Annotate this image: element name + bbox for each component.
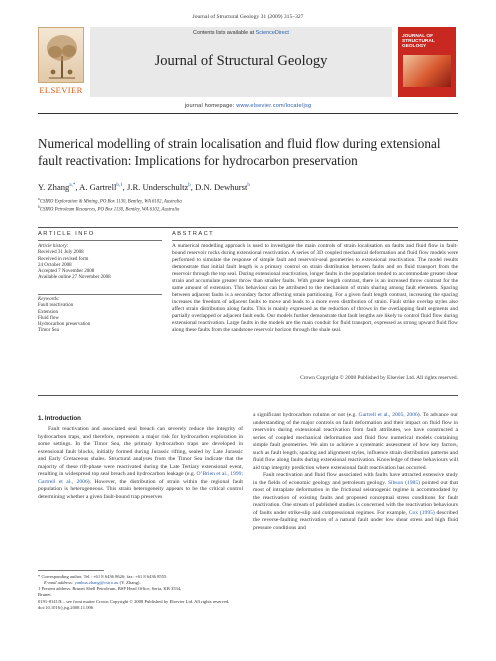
author-separator: , [190, 182, 196, 192]
email-link[interactable]: yanhua.zhang@csiro.au [74, 580, 119, 585]
keyword-item[interactable]: Hydrocarbon preservation [38, 322, 91, 328]
abstract-heading: ABSTRACT [172, 231, 215, 237]
info-top-rule [38, 227, 458, 228]
affiliation-text: CSIRO Exploration & Mining, PO Box 1130, Bentley, WA 6102, Australia [39, 199, 182, 205]
affiliation-text: CSIRO Petroleum Resources, PO Box 1130, Bentley, WA 6102, Australia [39, 207, 180, 213]
article-info-heading: ARTICLE INFO [38, 231, 95, 237]
present-address-note-cont: Brunei. [38, 592, 52, 597]
author-name[interactable]: A. Gartrell [79, 182, 117, 192]
email-suffix: (Y. Zhang). [118, 580, 141, 585]
article-info-rule [38, 240, 162, 241]
keyword-item[interactable]: Timor Sea [38, 328, 59, 334]
history-item: 24 October 2008 [38, 262, 72, 268]
elsevier-logo[interactable] [38, 27, 84, 97]
cover-image [403, 55, 451, 87]
history-item: Available online 27 November 2008 [38, 275, 111, 281]
article-history-label: Article history: [38, 244, 69, 249]
author-marks[interactable]: a,* [69, 183, 76, 189]
author-marks[interactable]: b [247, 183, 250, 189]
author-name[interactable]: Y. Zhang [38, 182, 70, 192]
journal-title-box [90, 27, 392, 97]
email-label: E-mail address: [44, 580, 75, 585]
journal-masthead [38, 27, 458, 110]
author-separator: , [75, 182, 80, 192]
elsevier-wordmark: ELSEVIER [39, 85, 83, 95]
homepage-prefix: journal homepage: [184, 103, 237, 109]
keyword-item[interactable]: Fluid flow [38, 315, 59, 321]
author-name[interactable]: J.R. Underschultz [126, 182, 189, 192]
affiliation-mark: a [38, 197, 40, 201]
author-list [38, 182, 458, 192]
article-title-line-2: fault reactivation: Implications for hydrocarbon preservation [38, 153, 358, 168]
introduction-heading: 1. Introduction [38, 415, 81, 422]
journal-homepage-line [38, 103, 458, 109]
introduction-right-column: a significant hydrocarbon column or not (e.g. Gartrell et al., 2005, 2006). To advance our understanding of the major controls on fault deformation and their impact on fluid flow in reservoirs during extensional reactivation from fault attributes, we have constructed a series of coupled mechanical deformation and fluid flow numerical models containing simple fault geometries. We aim to achieve a systematic assessment of how key factors, such as fault length, spacing and alignment styles, influence strain distribution patterns and fluid flow along faults during extensional reactivation. Knowledge of these behaviours will aid trap integrity prediction where extensional fault reactivation has occurred. Fault reactivation and fluid flow associated with faults have attracted extensive study in the fields of economic geology and petroleum geology. Sibson (1985) pointed out that most of intraplate deformation in the frictional seismogenic regime is accommodated by the reactivation of existing faults and proposed conceptual stress conditions for fault reactivation. One stream of published studies is concerned with the reactivation behaviours of faults under strike-slip and compressional regimes. For example, Cox (1995) described the reverse-faulting reactivation of a natural fault under low shear stress and high fluid pressure conditions and [253, 412, 458, 531]
homepage-url-link[interactable]: www.elsevier.com/locate/jsg [236, 103, 312, 109]
history-item: Received 31 July 2008 [38, 250, 84, 256]
keywords-label: Keywords: [38, 297, 60, 302]
masthead-divider [38, 113, 458, 114]
present-address-note: 1 Present address: Brunei Shell Petroleum, BSP Head Office, Seria, KB 3534, [38, 586, 182, 591]
author-name[interactable]: D.N. Dewhurst [195, 182, 248, 192]
cover-title: JOURNAL OF STRUCTURAL GEOLOGY [402, 34, 435, 50]
elsevier-tree-icon [38, 27, 84, 83]
abstract-text: A numerical modelling approach is used to investigate the main controls of strain localisation on faults and fluid flow in fault-bound reservoir rocks during extensional reactivation. A series of 3D coupled mechanical deformation and fluid flow models were performed to simulate the response of simple fault and reservoir-seal geometries to extensional reactivation. The model results demonstrate that initial fault length is a primary control on strain distribution between faults and on fluid transport from the reservoir through the top seal. During extensional reactivation, longer faults in the population tended to accommodate greater shear strain and accumulate greater throw than smaller faults. With greater length contrast, there is an increased throw contrast for the same amount of extension. This behaviour can be attributed to the mechanism of strain sharing among fault elements. Spacing between adjacent faults is a secondary factor affecting strain partitioning. For a given fault length contrast, increasing the spacing increases the freedom of adjacent faults to move and leads to a more even distribution of strain. Fault strike overlap styles also affect strain distribution along faults. This is mainly expressed as the reduction of throws in the overlapping fault segments and partially overlapped or adjacent fault ends. Our models further demonstrate that fault lengths are likely to control fluid flow during extensional reactivation. Large faults in the models are the main conduit for fluid transport, expressed as strong upward fluid flow along these faults from the sandstone reservoir horizon through the shale seal. [172, 243, 458, 333]
journal-title: Journal of Structural Geology [154, 53, 328, 69]
introduction-left-column: Fault reactivation and associated seal breach can severely reduce the integrity of hydrocarbon traps, and therefore, represents a major risk for hydrocarbon exploration in some settings. In the Timor Sea, the primary hydrocarbon traps are developed in extensional fault blocks, initially formed during Jurassic rifting, sealed by Late Jurassic and Early Cretaceous shales. Structural analyses from the Timor Sea indicate that the majority of these rift-phase were reactivated during the Late Tertiary extensional event, resulting in widespread top seal breach and hydrocarbon leakage (e.g. O’Brien et al., 1999; Gartrell et al., 2006). However, the distribution of strain within the regional fault population is heterogeneous. This strain heterogeneity appears to be the critical control determining whether a given fault-bound trap preserves [38, 426, 243, 500]
article-title [38, 135, 458, 169]
history-item: Received in revised form [38, 256, 89, 262]
keyword-item[interactable]: Fault reactivation [38, 303, 74, 309]
footnote-rule [38, 570, 104, 571]
abstract-rule [172, 240, 458, 241]
author-marks[interactable]: b,1 [116, 183, 123, 189]
doi-line[interactable]: doi:10.1016/j.jsg.2008.11.006 [38, 605, 94, 610]
journal-reference: Journal of Structural Geology 31 (2009) 315–327 [192, 14, 304, 20]
article-title-line-1: Numerical modelling of strain localisation and fluid flow during extensional [38, 136, 441, 151]
journal-cover-thumbnail[interactable] [398, 27, 456, 97]
keyword-item[interactable]: Extension [38, 309, 58, 315]
corresponding-author-note: * Corresponding author. Tel.: +61 8 6436 8626; fax: +61 8 6436 8555. [38, 574, 168, 579]
issn-line: 0191-8141/$ – see front matter Crown Copyright © 2008 Published by Elsevier Ltd. All rights reserved. [38, 599, 230, 604]
keywords-rule [38, 294, 162, 295]
author-marks[interactable]: b [188, 183, 191, 189]
footnotes [38, 574, 243, 598]
issn-info [38, 599, 458, 611]
article-history [38, 244, 162, 282]
affiliation-mark: b [38, 205, 40, 209]
affiliation [38, 197, 458, 205]
sciencedirect-link[interactable]: ScienceDirect [255, 30, 289, 36]
contents-line [90, 30, 392, 36]
abstract-bottom-rule [38, 395, 458, 396]
abstract-copyright: Crown Copyright © 2008 Published by Elsevier Ltd. All rights reserved. [300, 375, 458, 381]
affiliation [38, 205, 458, 213]
contents-prefix: Contents lists available at [193, 30, 256, 36]
author-separator: , [122, 182, 127, 192]
keywords-block [38, 297, 162, 335]
history-item: Accepted 7 November 2008 [38, 269, 95, 275]
